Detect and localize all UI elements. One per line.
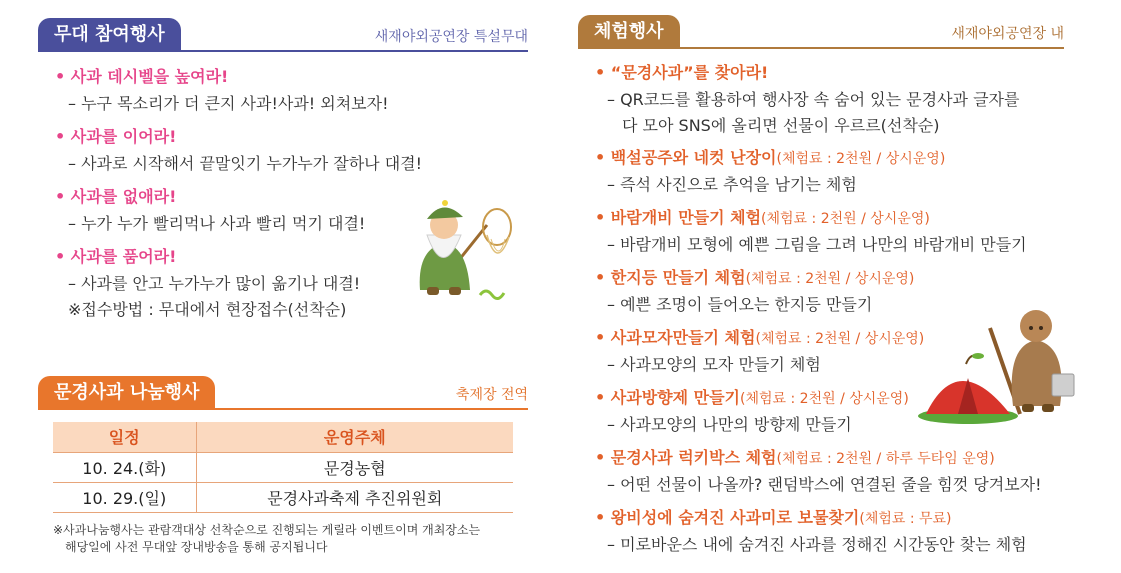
sharing-note-line-2: 해당일에 사전 무대앞 장내방송을 통해 공지됩니다 xyxy=(65,540,328,554)
tent-and-monk-illustration xyxy=(918,298,1083,428)
stage-item-desc: – 사과로 시작해서 끝말잇기 누가누가 잘하나 대결! xyxy=(68,154,423,173)
table-header-organizer: 운영주체 xyxy=(196,422,513,452)
stage-item-desc: – 누구 목소리가 더 큰지 사과!사과! 외쳐보자! xyxy=(68,94,389,113)
experience-item-name: • 사과방향제 만들기 xyxy=(595,388,741,407)
experience-item-fee: (체험료 : 2천원 / 상시운영) xyxy=(755,331,925,347)
stage-section-divider xyxy=(38,50,528,52)
experience-item-name: • 백설공주와 네컷 난장이 xyxy=(595,148,777,167)
experience-item-desc: – 즉석 사진으로 추억을 남기는 체험 xyxy=(607,175,857,194)
sharing-note-line-1: ※사과나눔행사는 관람객대상 선착순으로 진행되는 게릴라 이벤트이며 개최장소는 xyxy=(53,523,481,537)
experience-item-name: • 바람개비 만들기 체험 xyxy=(595,208,762,227)
table-row xyxy=(53,482,513,512)
sharing-schedule-table xyxy=(53,422,513,513)
experience-item-title xyxy=(595,325,924,348)
sharing-location: 축제장 전역 xyxy=(455,387,528,403)
experience-item-name: • 문경사과 럭키박스 체험 xyxy=(595,448,777,467)
stage-section-header xyxy=(38,18,528,52)
experience-item-title: • “문경사과”를 찾아라! xyxy=(595,63,769,82)
experience-item-fee: (체험료 : 2천원 / 상시운영) xyxy=(740,391,909,407)
stage-item-desc: – 사과를 안고 누가누가 많이 옮기나 대결! xyxy=(68,274,361,293)
experience-item-name: • 한지등 만들기 체험 xyxy=(595,268,746,287)
stage-item-title: • 사과를 없애라! xyxy=(55,187,177,206)
experience-item-title xyxy=(595,265,914,288)
experience-item-title xyxy=(595,505,952,528)
experience-item-desc: – 사과모양의 모자 만들기 체험 xyxy=(607,355,821,374)
experience-item-name: • 사과모자만들기 체험 xyxy=(595,328,756,347)
experience-item-fee: (체험료 : 2천원 / 상시운영) xyxy=(745,271,915,287)
experience-section-tab: 체험행사 xyxy=(578,15,680,49)
experience-item-fee: (체험료 : 2천원 / 상시운영) xyxy=(776,151,946,167)
stage-location: 새재야외공연장 특설무대 xyxy=(374,29,528,45)
experience-section-header xyxy=(578,15,1064,49)
experience-item-desc: – 어떤 선물이 나올까? 랜덤박스에 연결된 줄을 힘껏 당겨보자! xyxy=(607,475,1042,494)
experience-item-name: • 왕비성에 숨겨진 사과미로 보물찾기 xyxy=(595,508,860,527)
experience-item-fee: (체험료 : 무료) xyxy=(859,511,952,527)
experience-location: 새재야외공연장 내 xyxy=(951,26,1064,42)
stage-item-title: • 사과를 품어라! xyxy=(55,247,177,266)
table-cell-organizer: 문경농협 xyxy=(196,452,513,482)
sharing-section-header xyxy=(38,376,528,410)
experience-item-desc: – 사과모양의 나만의 방향제 만들기 xyxy=(607,415,852,434)
table-header-date: 일정 xyxy=(53,422,196,452)
table-cell-date: 10. 24.(화) xyxy=(53,452,196,482)
experience-item-title xyxy=(595,145,945,168)
sharing-section-divider xyxy=(38,408,528,410)
table-row xyxy=(53,452,513,482)
table-header-row xyxy=(53,422,513,452)
old-man-illustration xyxy=(405,195,520,305)
experience-item-title xyxy=(595,385,909,408)
stage-section-tab: 무대 참여행사 xyxy=(38,18,181,52)
experience-item-desc: – QR코드를 활용하여 행사장 속 숨어 있는 문경사과 글자를 xyxy=(607,90,1020,109)
experience-item-fee: (체험료 : 2천원 / 하루 두타임 운영) xyxy=(776,451,995,467)
experience-item-desc: – 예쁜 조명이 들어오는 한지등 만들기 xyxy=(607,295,873,314)
experience-item-desc: – 바람개비 모형에 예쁜 그림을 그려 나만의 바람개비 만들기 xyxy=(607,235,1027,254)
stage-registration-note: ※접수방법 : 무대에서 현장접수(선착순) xyxy=(68,300,347,319)
table-cell-organizer: 문경사과축제 추진위원회 xyxy=(196,482,513,512)
stage-item-desc: – 누가 누가 빨리먹나 사과 빨리 먹기 대결! xyxy=(68,214,366,233)
stage-item-title: • 사과 데시벨을 높여라! xyxy=(55,67,229,86)
table-cell-date: 10. 29.(일) xyxy=(53,482,196,512)
sharing-section-tab: 문경사과 나눔행사 xyxy=(38,376,215,410)
stage-item-title: • 사과를 이어라! xyxy=(55,127,177,146)
experience-item-desc: – 미로바운스 내에 숨겨진 사과를 정해진 시간동안 찾는 체험 xyxy=(607,535,1027,554)
experience-section-divider xyxy=(578,47,1064,49)
experience-item-title xyxy=(595,205,930,228)
experience-item-fee: (체험료 : 2천원 / 상시운영) xyxy=(761,211,930,227)
experience-item-desc: 다 모아 SNS에 올리면 선물이 우르르(선착순) xyxy=(622,116,940,135)
experience-item-title xyxy=(595,445,995,468)
